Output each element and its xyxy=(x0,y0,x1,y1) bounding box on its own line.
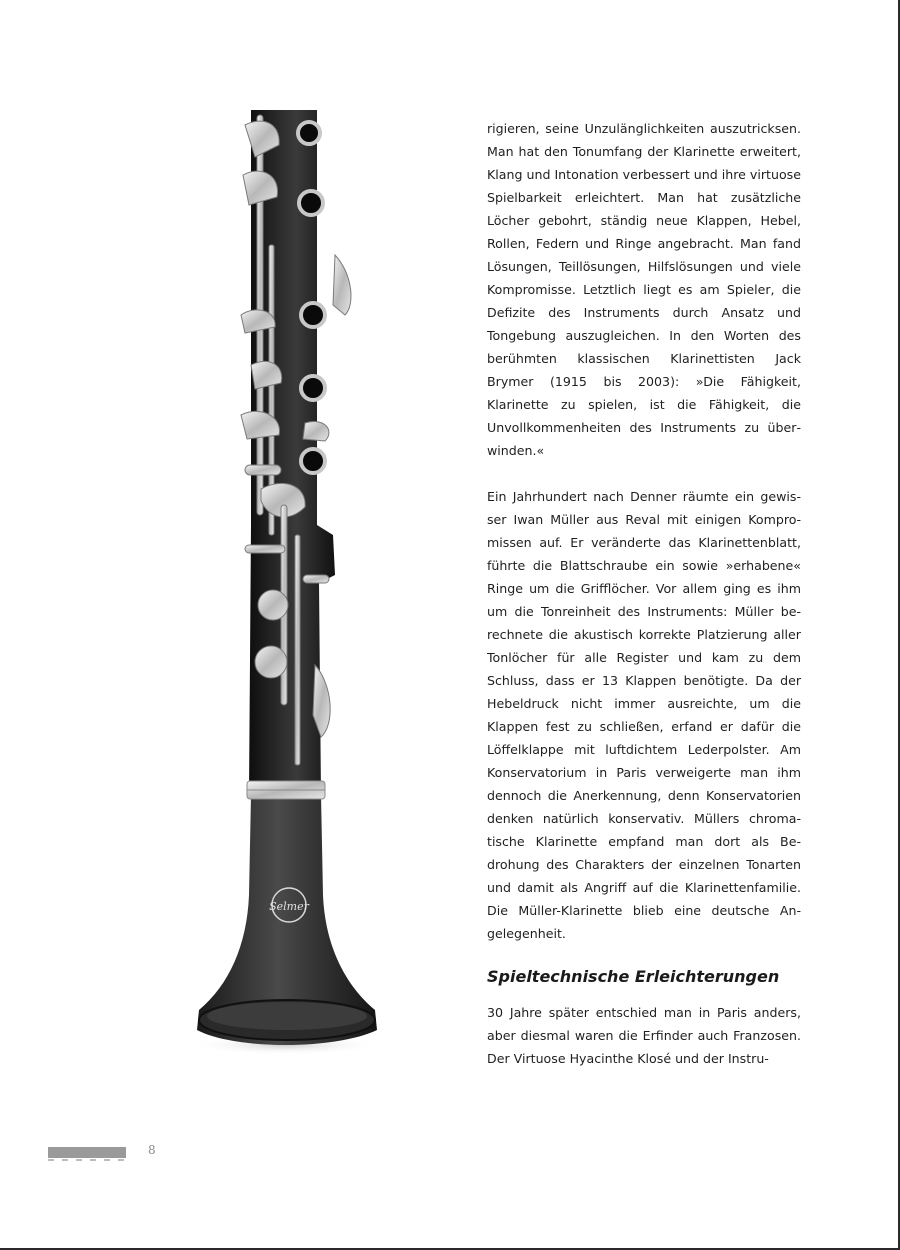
section-heading: Spieltechnische Erleichterungen xyxy=(487,967,780,986)
article-text-column xyxy=(487,117,801,1070)
paragraph-3: 30 Jahre später entschied man in Paris anders, aber diesmal waren die Erfinder auch Franzosen. Der Virtuose Hyacinthe Klosé und der Instru- xyxy=(487,1005,801,1066)
page-number: 8 xyxy=(148,1143,156,1157)
paragraph-2: Ein Jahrhundert nach Denner räumte ein gewisser Iwan Müller aus Reval mit einigen Kompromissen auf. Er veränderte das Klarinettenblatt, führte die Blattschraube ein sowie »erhabene« Ringe um die Grifflöcher. Vor allem ging es ihm um die Tonreinheit des Instruments: Müller berechnete die akustisch korrekte Platzierung aller Tonlöcher für alle Register und kam zu dem Schluss, dass er 13 Klappen benötigte. Da der Hebeldruck nicht immer ausreichte, um die Klappen fest zu schließen, erfand er dafür die Löffelklappe mit luftdichtem Lederpolster. Am Konservatorium in Paris verweigerte man ihm dennoch die Anerkennung, denn Konservatorien denken natürlich konservativ. Müllers chromatische Klarinette empfand man dort als Bedrohung des Charakters der einzelnen Tonarten und damit als Angriff auf die Klarinettenfamilie. Die Müller-Klarinette blieb eine deutsche Angelegenheit. xyxy=(487,489,801,941)
brand-mark: Selmer xyxy=(269,900,309,913)
clarinet-photo xyxy=(185,105,405,1055)
paragraph-1: rigieren, seine Unzulänglichkeiten auszutricksen. Man hat den Tonumfang der Klarinette erweitert, Klang und Intonation verbessert und ihre virtuose Spielbarkeit erleichtert. Man hat zusätzliche Löcher gebohrt, ständig neue Klappen, Hebel, Rollen, Federn und Ringe angebracht. Man fand Lösungen, Teillösungen, Hilfslösungen und viele Kompromisse. Letztlich liegt es am Spieler, die Defizite des Instruments durch Ansatz und Tongebung auszugleichen. In den Worten des berühmten klassischen Klarinettisten Jack Brymer (1915 bis 2003): »Die Fähigkeit, Klarinette zu spielen, ist die Fähigkeit, die Unvollkommenheiten des Instruments zu überwinden.« xyxy=(487,121,801,458)
footer-bar xyxy=(48,1147,126,1158)
